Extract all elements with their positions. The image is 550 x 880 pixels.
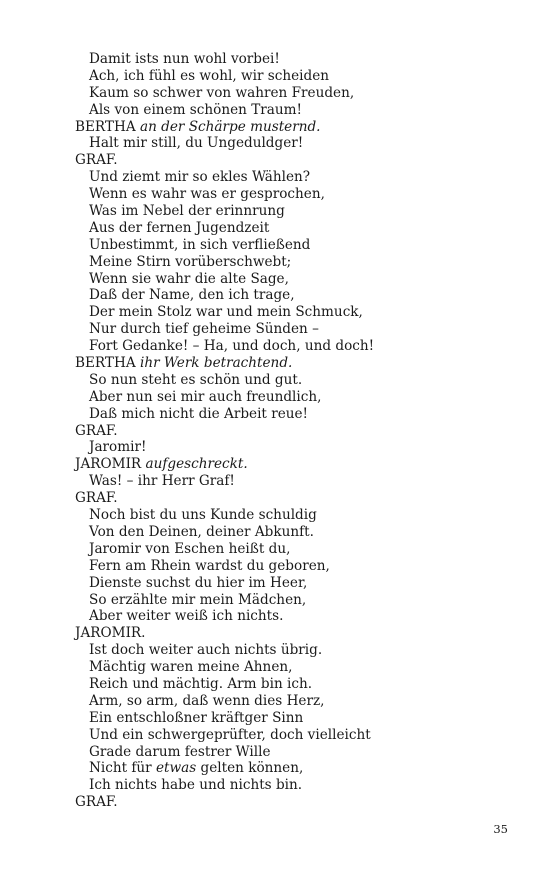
verse-text: Und ziemt mir so ekles Wählen?	[89, 169, 311, 186]
speaker-line	[75, 456, 515, 473]
verse-text: Und ein schwergeprüfter, doch vielleicht	[89, 726, 371, 743]
verse-line	[75, 338, 515, 355]
speaker-name: BERTHA	[75, 355, 136, 372]
verse-line	[75, 642, 515, 659]
verse-text: So nun steht es schön und gut.	[89, 371, 303, 388]
verse-text: Meine Stirn vorüberschwebt;	[89, 253, 292, 270]
verse-line	[75, 271, 515, 288]
play-text	[75, 51, 515, 811]
verse-text: Noch bist du uns Kunde schuldig	[89, 507, 317, 524]
stage-direction: ihr Werk betrachtend.	[139, 355, 293, 372]
verse-line	[75, 389, 515, 406]
verse-text: Fort Gedanke! – Ha, und doch, und doch!	[89, 338, 375, 355]
stage-direction: an der Schärpe musternd.	[139, 118, 321, 135]
verse-line	[75, 558, 515, 575]
verse-text: Als von einem schönen Traum!	[89, 101, 302, 118]
verse-line	[75, 777, 515, 794]
verse-text: Was im Nebel der erinnrung	[89, 203, 285, 220]
speaker-line	[75, 119, 515, 136]
verse-line	[75, 135, 515, 152]
stage-direction: aufgeschreckt.	[145, 456, 248, 473]
verse-line	[75, 203, 515, 220]
verse-line	[75, 507, 515, 524]
verse-text: Daß der Name, den ich trage,	[89, 287, 295, 304]
verse-line	[75, 693, 515, 710]
verse-line	[75, 406, 515, 423]
verse-text: Halt mir still, du Ungeduldger!	[89, 135, 304, 152]
verse-line	[75, 186, 515, 203]
verse-line	[75, 321, 515, 338]
verse-line	[75, 575, 515, 592]
verse-text: Ach, ich fühl es wohl, wir scheiden	[89, 67, 330, 84]
verse-text: Dienste suchst du hier im Heer,	[89, 574, 308, 591]
verse-text: Aber weiter weiß ich nichts.	[89, 608, 284, 625]
verse-text: Jaromir!	[89, 439, 147, 456]
verse-line	[75, 254, 515, 271]
verse-text: Aber nun sei mir auch freundlich,	[89, 388, 322, 405]
verse-text: Reich und mächtig. Arm bin ich.	[89, 675, 313, 692]
verse-line	[75, 592, 515, 609]
verse-line	[75, 169, 515, 186]
verse-line	[75, 727, 515, 744]
speaker-line	[75, 355, 515, 372]
verse-line	[75, 372, 515, 389]
speaker-name: GRAF.	[75, 152, 118, 169]
speaker-name: JAROMIR	[75, 456, 142, 473]
speaker-line	[75, 152, 515, 169]
verse-text: Von den Deinen, deiner Abkunft.	[89, 523, 314, 540]
verse-line	[75, 102, 515, 119]
verse-text: Wenn sie wahr die alte Sage,	[89, 270, 289, 287]
verse-text-continued: gelten können,	[196, 760, 304, 777]
verse-text: Kaum so schwer von wahren Freuden,	[89, 84, 355, 101]
verse-line	[75, 541, 515, 558]
verse-line	[75, 237, 515, 254]
verse-text: Mächtig waren meine Ahnen,	[89, 659, 293, 676]
verse-line	[75, 220, 515, 237]
verse-line	[75, 304, 515, 321]
verse-line	[75, 439, 515, 456]
verse-line	[75, 760, 515, 777]
speaker-name: GRAF.	[75, 794, 118, 811]
page-number: 35	[493, 822, 508, 836]
verse-text: Ein entschloßner kräftger Sinn	[89, 709, 304, 726]
speaker-name: BERTHA	[75, 118, 136, 135]
verse-text: Arm, so arm, daß wenn dies Herz,	[89, 692, 325, 709]
verse-text: Ich nichts habe und nichts bin.	[89, 777, 303, 794]
speaker-name: GRAF.	[75, 422, 118, 439]
verse-text: Nicht für	[89, 760, 156, 777]
verse-line	[75, 710, 515, 727]
verse-text: Fern am Rhein wardst du geboren,	[89, 557, 330, 574]
verse-line	[75, 51, 515, 68]
speaker-line	[75, 625, 515, 642]
verse-line	[75, 676, 515, 693]
verse-text: Jaromir von Eschen heißt du,	[89, 540, 291, 557]
verse-line	[75, 85, 515, 102]
verse-line	[75, 68, 515, 85]
speaker-name: JAROMIR.	[75, 625, 146, 642]
verse-text: Nur durch tief geheime Sünden –	[89, 321, 319, 338]
verse-line	[75, 608, 515, 625]
speaker-name: GRAF.	[75, 490, 118, 507]
verse-text: So erzählte mir mein Mädchen,	[89, 591, 307, 608]
verse-text: Damit ists nun wohl vorbei!	[89, 51, 280, 67]
verse-text: Was! – ihr Herr Graf!	[89, 473, 235, 490]
verse-text: Aus der fernen Jugendzeit	[89, 219, 270, 236]
speaker-line	[75, 794, 515, 811]
speaker-line	[75, 423, 515, 440]
emphasized-word: etwas	[156, 760, 197, 777]
verse-text: Grade darum festrer Wille	[89, 743, 271, 760]
verse-text: Daß mich nicht die Arbeit reue!	[89, 405, 309, 422]
verse-text: Der mein Stolz war und mein Schmuck,	[89, 304, 363, 321]
verse-line	[75, 659, 515, 676]
verse-text: Unbestimmt, in sich verfließend	[89, 236, 311, 253]
verse-line	[75, 473, 515, 490]
verse-text: Ist doch weiter auch nichts übrig.	[89, 642, 323, 659]
verse-line	[75, 524, 515, 541]
speaker-line	[75, 490, 515, 507]
verse-line	[75, 744, 515, 761]
verse-text: Wenn es wahr was er gesprochen,	[89, 186, 325, 203]
verse-line	[75, 287, 515, 304]
